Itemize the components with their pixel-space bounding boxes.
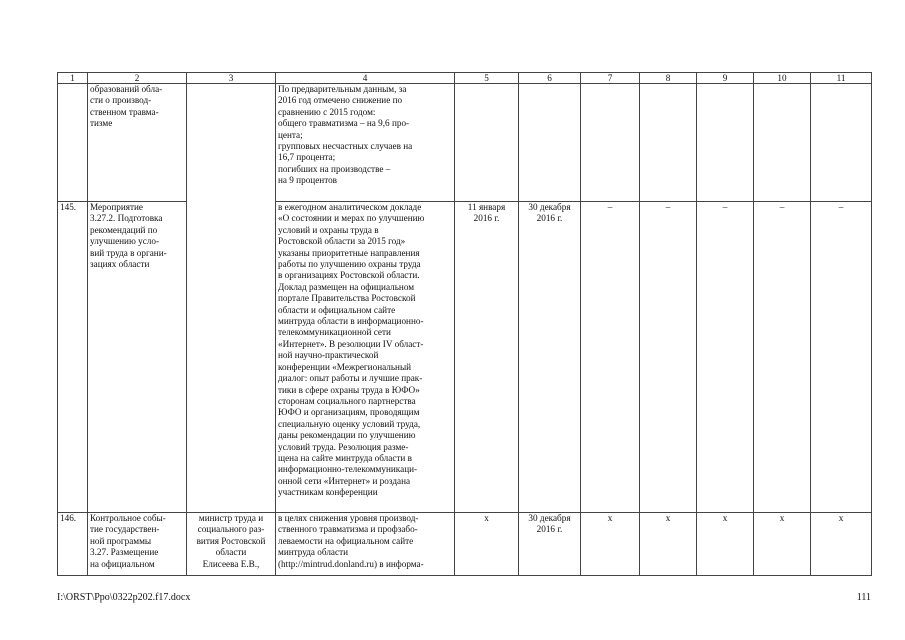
cell-8: х [640, 513, 697, 576]
col-header-11: 11 [811, 73, 872, 84]
col-header-7: 7 [581, 73, 640, 84]
cell-10 [754, 84, 811, 202]
cell-11 [811, 84, 872, 202]
col-header-3: 3 [187, 73, 276, 84]
event-name: образований обла- сти о производ- ственном травма- тизме [88, 84, 187, 202]
col-header-5: 5 [455, 73, 519, 84]
cell-7 [581, 84, 640, 202]
col-header-4: 4 [276, 73, 455, 84]
start-date [455, 84, 519, 202]
result-text: По предварительным данным, за 2016 год отмечено снижение по сравнению с 2015 годом: общего травматизма – на 9,6 про- цента; групповых несчастных случаев на 16,7 процента; погибших на производстве – на 9 процентов [276, 84, 455, 202]
result-text: в ежегодном аналитическом докладе «О состоянии и мерах по улучшению условий и охраны труда в Ростовской области за 2015 год» указаны приоритетные направления работы по улучшению охраны труда в организациях Ростовской области. Доклад размещен на официальном портале Правительства Ростовской области и официальном сайте минтруда области в информационно- телекоммуникационной сети «Интернет». В резолюции IV област- ной научно-практической конференции «Межрегиональный диалог: опыт работы и лучшие прак- тики в сфере охраны труда в ЮФО» сторонам социального партнерства ЮФО и организациям, проводящим специальную оценку условий труда, даны рекомендации по улучшению условий труда. Резолюция разме- щена на сайте минтруда области в информационно-телекоммуникаци- онной сети «Интернет» и роздана участникам конференции [276, 202, 455, 513]
responsible: министр труда и социального раз- вития Ростовской области Елисеева Е.В., [187, 513, 276, 576]
event-name: Контрольное собы- тие государствен- ной программы 3.27. Размещение на официальном [88, 513, 187, 576]
cell-10: х [754, 513, 811, 576]
cell-9: – [697, 202, 754, 513]
cell-10: – [754, 202, 811, 513]
col-header-1: 1 [58, 73, 88, 84]
table-row [58, 513, 872, 576]
responsible [187, 84, 276, 202]
footer-file-path: I:\ORST\Ppo\0322p202.f17.docx [57, 592, 191, 603]
end-date: 30 декабря 2016 г. [519, 513, 581, 576]
col-header-2: 2 [88, 73, 187, 84]
result-text: в целях снижения уровня производ- ственного травматизма и профзабо- леваемости на официальном сайте минтруда области (http://mintrud.donland.ru) в информа- [276, 513, 455, 576]
col-header-9: 9 [697, 73, 754, 84]
table-row [58, 84, 872, 202]
footer-page-number: 111 [856, 592, 871, 603]
report-table [57, 72, 872, 576]
cell-9 [697, 84, 754, 202]
col-header-8: 8 [640, 73, 697, 84]
cell-8 [640, 84, 697, 202]
cell-9: х [697, 513, 754, 576]
table-row [58, 202, 872, 513]
cell-11: х [811, 513, 872, 576]
col-header-6: 6 [519, 73, 581, 84]
row-number: 146. [58, 513, 88, 576]
start-date: х [455, 513, 519, 576]
end-date: 30 декабря 2016 г. [519, 202, 581, 513]
start-date: 11 января 2016 г. [455, 202, 519, 513]
header-row [58, 73, 872, 84]
cell-8: – [640, 202, 697, 513]
row-number [58, 84, 88, 202]
end-date [519, 84, 581, 202]
col-header-10: 10 [754, 73, 811, 84]
row-number: 145. [58, 202, 88, 513]
event-name: Мероприятие 3.27.2. Подготовка рекомендаций по улучшению усло- вий труда в органи- зациях области [88, 202, 187, 513]
cell-11: – [811, 202, 872, 513]
responsible [187, 202, 276, 513]
cell-7: х [581, 513, 640, 576]
cell-7: – [581, 202, 640, 513]
